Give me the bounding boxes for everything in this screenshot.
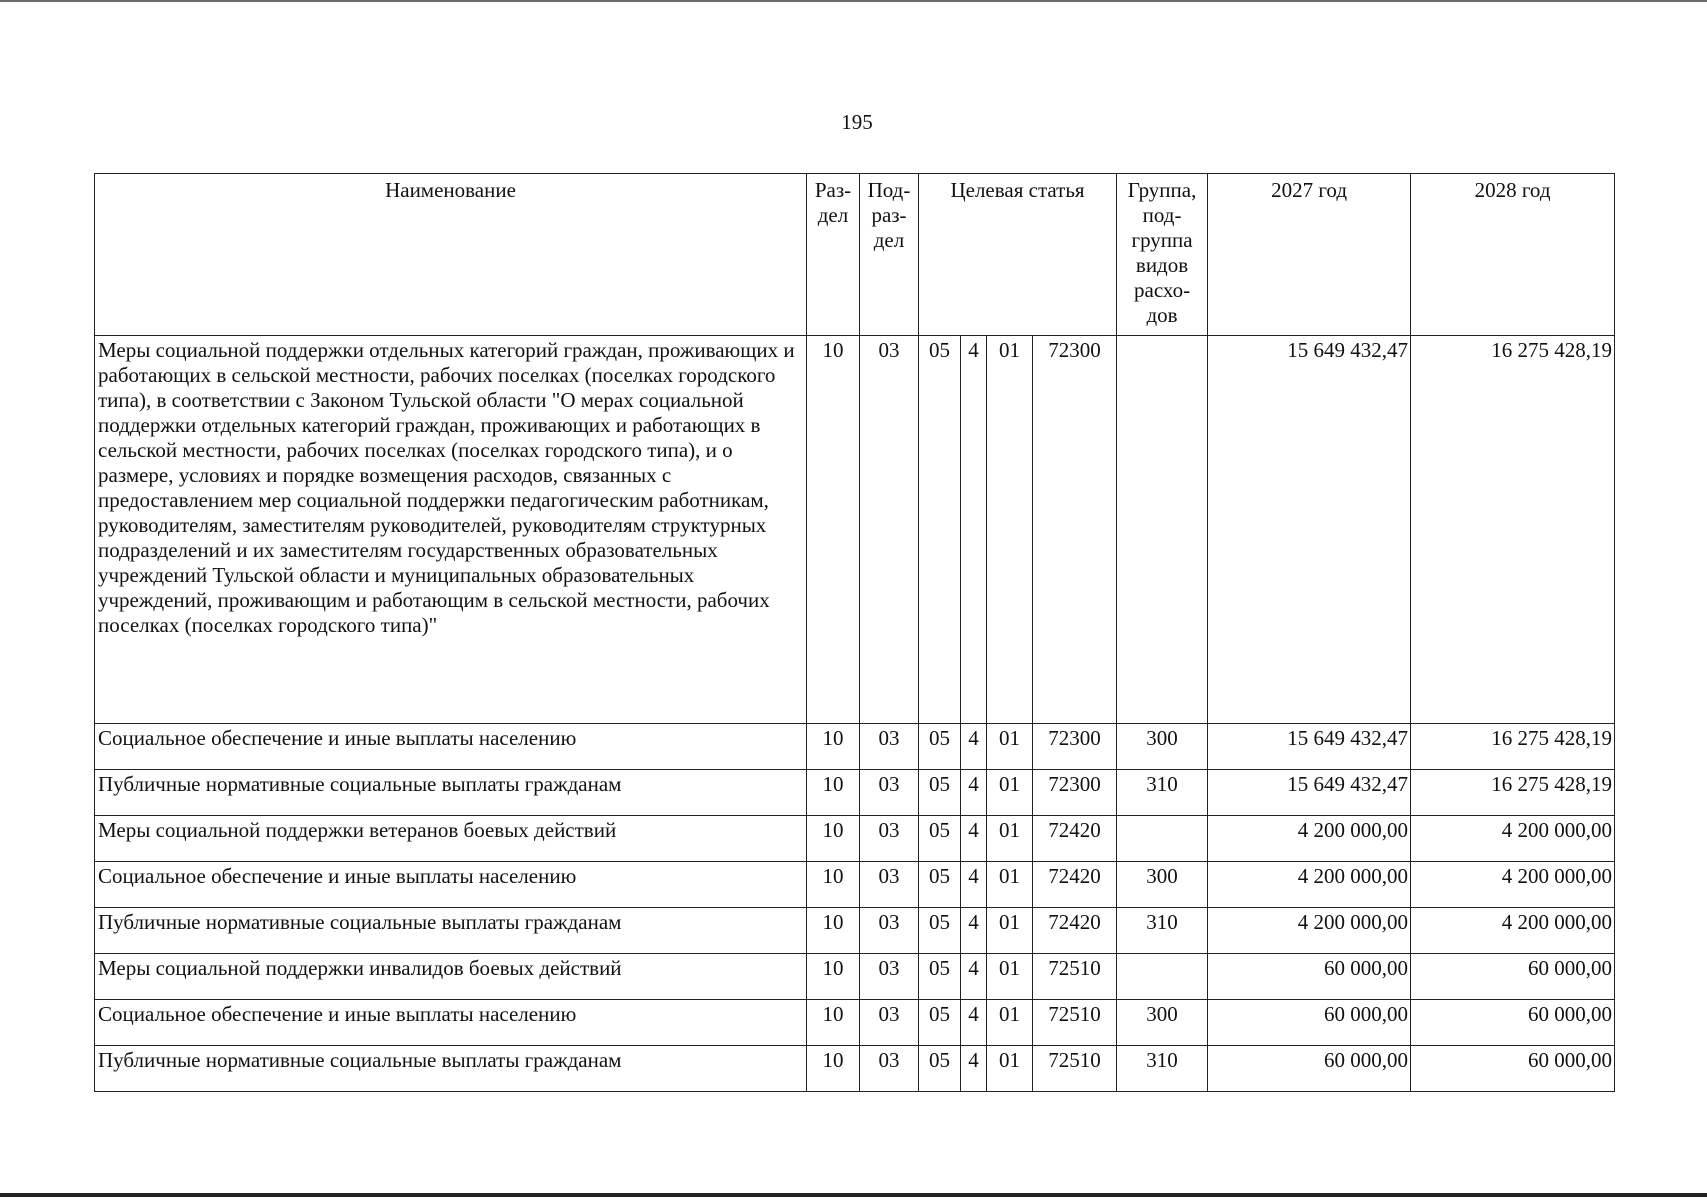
row-target-subprogram: 01 (987, 908, 1033, 954)
row-target-program: 05 (919, 1046, 961, 1092)
row-section: 10 (807, 816, 860, 862)
row-amount-2028: 16 275 428,19 (1411, 724, 1615, 770)
table-row (95, 954, 1615, 1000)
row-amount-2027: 4 200 000,00 (1208, 908, 1411, 954)
row-expense-group: 310 (1117, 1046, 1208, 1092)
row-subsection: 03 (860, 816, 919, 862)
row-amount-2028: 16 275 428,19 (1411, 336, 1615, 724)
table-row (95, 816, 1615, 862)
header-expense-group: Группа, под-группа видов расхо-дов (1117, 174, 1208, 336)
row-name: Социальное обеспечение и иные выплаты населению (95, 1000, 807, 1046)
row-target-subprogram: 01 (987, 954, 1033, 1000)
row-target-type: 4 (961, 908, 987, 954)
scan-border-bottom (0, 1193, 1707, 1197)
row-target-subprogram: 01 (987, 724, 1033, 770)
row-subsection: 03 (860, 1046, 919, 1092)
row-target-program: 05 (919, 862, 961, 908)
row-section: 10 (807, 336, 860, 724)
table-row (95, 770, 1615, 816)
row-amount-2027: 60 000,00 (1208, 1046, 1411, 1092)
scan-border-top (0, 0, 1707, 2)
row-name: Меры социальной поддержки инвалидов боевых действий (95, 954, 807, 1000)
row-target-type: 4 (961, 336, 987, 724)
row-section: 10 (807, 1000, 860, 1046)
row-expense-group (1117, 816, 1208, 862)
row-section: 10 (807, 908, 860, 954)
row-expense-group: 300 (1117, 1000, 1208, 1046)
row-target-direction: 72420 (1033, 862, 1117, 908)
header-name: Наименование (95, 174, 807, 336)
row-amount-2027: 60 000,00 (1208, 1000, 1411, 1046)
row-target-subprogram: 01 (987, 1046, 1033, 1092)
row-target-subprogram: 01 (987, 816, 1033, 862)
row-expense-group: 300 (1117, 724, 1208, 770)
row-target-program: 05 (919, 908, 961, 954)
row-amount-2028: 4 200 000,00 (1411, 816, 1615, 862)
row-amount-2028: 16 275 428,19 (1411, 770, 1615, 816)
row-amount-2027: 15 649 432,47 (1208, 770, 1411, 816)
header-year-2027: 2027 год (1208, 174, 1411, 336)
row-target-subprogram: 01 (987, 1000, 1033, 1046)
table-row (95, 336, 1615, 724)
row-amount-2028: 4 200 000,00 (1411, 908, 1615, 954)
row-target-subprogram: 01 (987, 770, 1033, 816)
table-row (95, 1000, 1615, 1046)
row-target-type: 4 (961, 770, 987, 816)
row-section: 10 (807, 770, 860, 816)
row-name: Меры социальной поддержки отдельных категорий граждан, проживающих и работающих в сельской местности, рабочих поселках (поселках городского типа), в соответствии с Законом Тульской области "О мерах социальной поддержки отдельных категорий граждан, проживающих и работающих в сельской местности, рабочих поселках (поселках городского типа), и о размере, условиях и порядке возмещения расходов, связанных с предоставлением мер социальной поддержки педагогическим работникам, руководителям, заместителям руководителей, руководителям структурных подразделений и их заместителям государственных образовательных учреждений Тульской области и муниципальных образовательных учреждений, проживающим и работающим в сельской местности, рабочих поселках (поселках городского типа)" (95, 336, 807, 724)
header-target-article: Целевая статья (919, 174, 1117, 336)
header-section: Раз-дел (807, 174, 860, 336)
row-name: Социальное обеспечение и иные выплаты населению (95, 862, 807, 908)
row-amount-2027: 4 200 000,00 (1208, 862, 1411, 908)
row-target-direction: 72510 (1033, 1046, 1117, 1092)
row-amount-2028: 4 200 000,00 (1411, 862, 1615, 908)
row-target-direction: 72420 (1033, 908, 1117, 954)
row-target-subprogram: 01 (987, 336, 1033, 724)
table-row (95, 1046, 1615, 1092)
row-target-program: 05 (919, 954, 961, 1000)
row-subsection: 03 (860, 862, 919, 908)
row-section: 10 (807, 724, 860, 770)
table-row (95, 724, 1615, 770)
row-target-program: 05 (919, 1000, 961, 1046)
row-subsection: 03 (860, 770, 919, 816)
row-name: Меры социальной поддержки ветеранов боевых действий (95, 816, 807, 862)
row-name: Публичные нормативные социальные выплаты гражданам (95, 908, 807, 954)
row-subsection: 03 (860, 908, 919, 954)
row-amount-2027: 15 649 432,47 (1208, 724, 1411, 770)
table-row (95, 908, 1615, 954)
row-target-type: 4 (961, 816, 987, 862)
table-body (95, 336, 1615, 1092)
row-target-program: 05 (919, 816, 961, 862)
row-target-type: 4 (961, 724, 987, 770)
row-target-type: 4 (961, 862, 987, 908)
row-amount-2027: 4 200 000,00 (1208, 816, 1411, 862)
row-target-direction: 72420 (1033, 816, 1117, 862)
row-target-type: 4 (961, 1000, 987, 1046)
header-year-2028: 2028 год (1411, 174, 1615, 336)
row-name: Публичные нормативные социальные выплаты гражданам (95, 1046, 807, 1092)
table-header-row (95, 174, 1615, 336)
row-expense-group: 310 (1117, 908, 1208, 954)
row-name: Социальное обеспечение и иные выплаты населению (95, 724, 807, 770)
page-number: 195 (841, 110, 873, 134)
row-target-direction: 72510 (1033, 1000, 1117, 1046)
row-section: 10 (807, 954, 860, 1000)
row-amount-2028: 60 000,00 (1411, 954, 1615, 1000)
row-target-program: 05 (919, 336, 961, 724)
row-amount-2027: 15 649 432,47 (1208, 336, 1411, 724)
row-target-direction: 72510 (1033, 954, 1117, 1000)
row-expense-group (1117, 336, 1208, 724)
row-target-type: 4 (961, 954, 987, 1000)
row-target-program: 05 (919, 724, 961, 770)
row-amount-2028: 60 000,00 (1411, 1046, 1615, 1092)
row-subsection: 03 (860, 954, 919, 1000)
row-target-direction: 72300 (1033, 724, 1117, 770)
budget-table (94, 173, 1615, 1092)
header-subsection: Под-раз-дел (860, 174, 919, 336)
row-section: 10 (807, 1046, 860, 1092)
table-row (95, 862, 1615, 908)
row-target-direction: 72300 (1033, 770, 1117, 816)
row-section: 10 (807, 862, 860, 908)
row-target-program: 05 (919, 770, 961, 816)
row-name: Публичные нормативные социальные выплаты гражданам (95, 770, 807, 816)
row-target-type: 4 (961, 1046, 987, 1092)
row-subsection: 03 (860, 336, 919, 724)
row-target-subprogram: 01 (987, 862, 1033, 908)
row-expense-group: 310 (1117, 770, 1208, 816)
row-expense-group: 300 (1117, 862, 1208, 908)
row-amount-2028: 60 000,00 (1411, 1000, 1615, 1046)
row-subsection: 03 (860, 1000, 919, 1046)
row-amount-2027: 60 000,00 (1208, 954, 1411, 1000)
row-expense-group (1117, 954, 1208, 1000)
row-target-direction: 72300 (1033, 336, 1117, 724)
row-subsection: 03 (860, 724, 919, 770)
